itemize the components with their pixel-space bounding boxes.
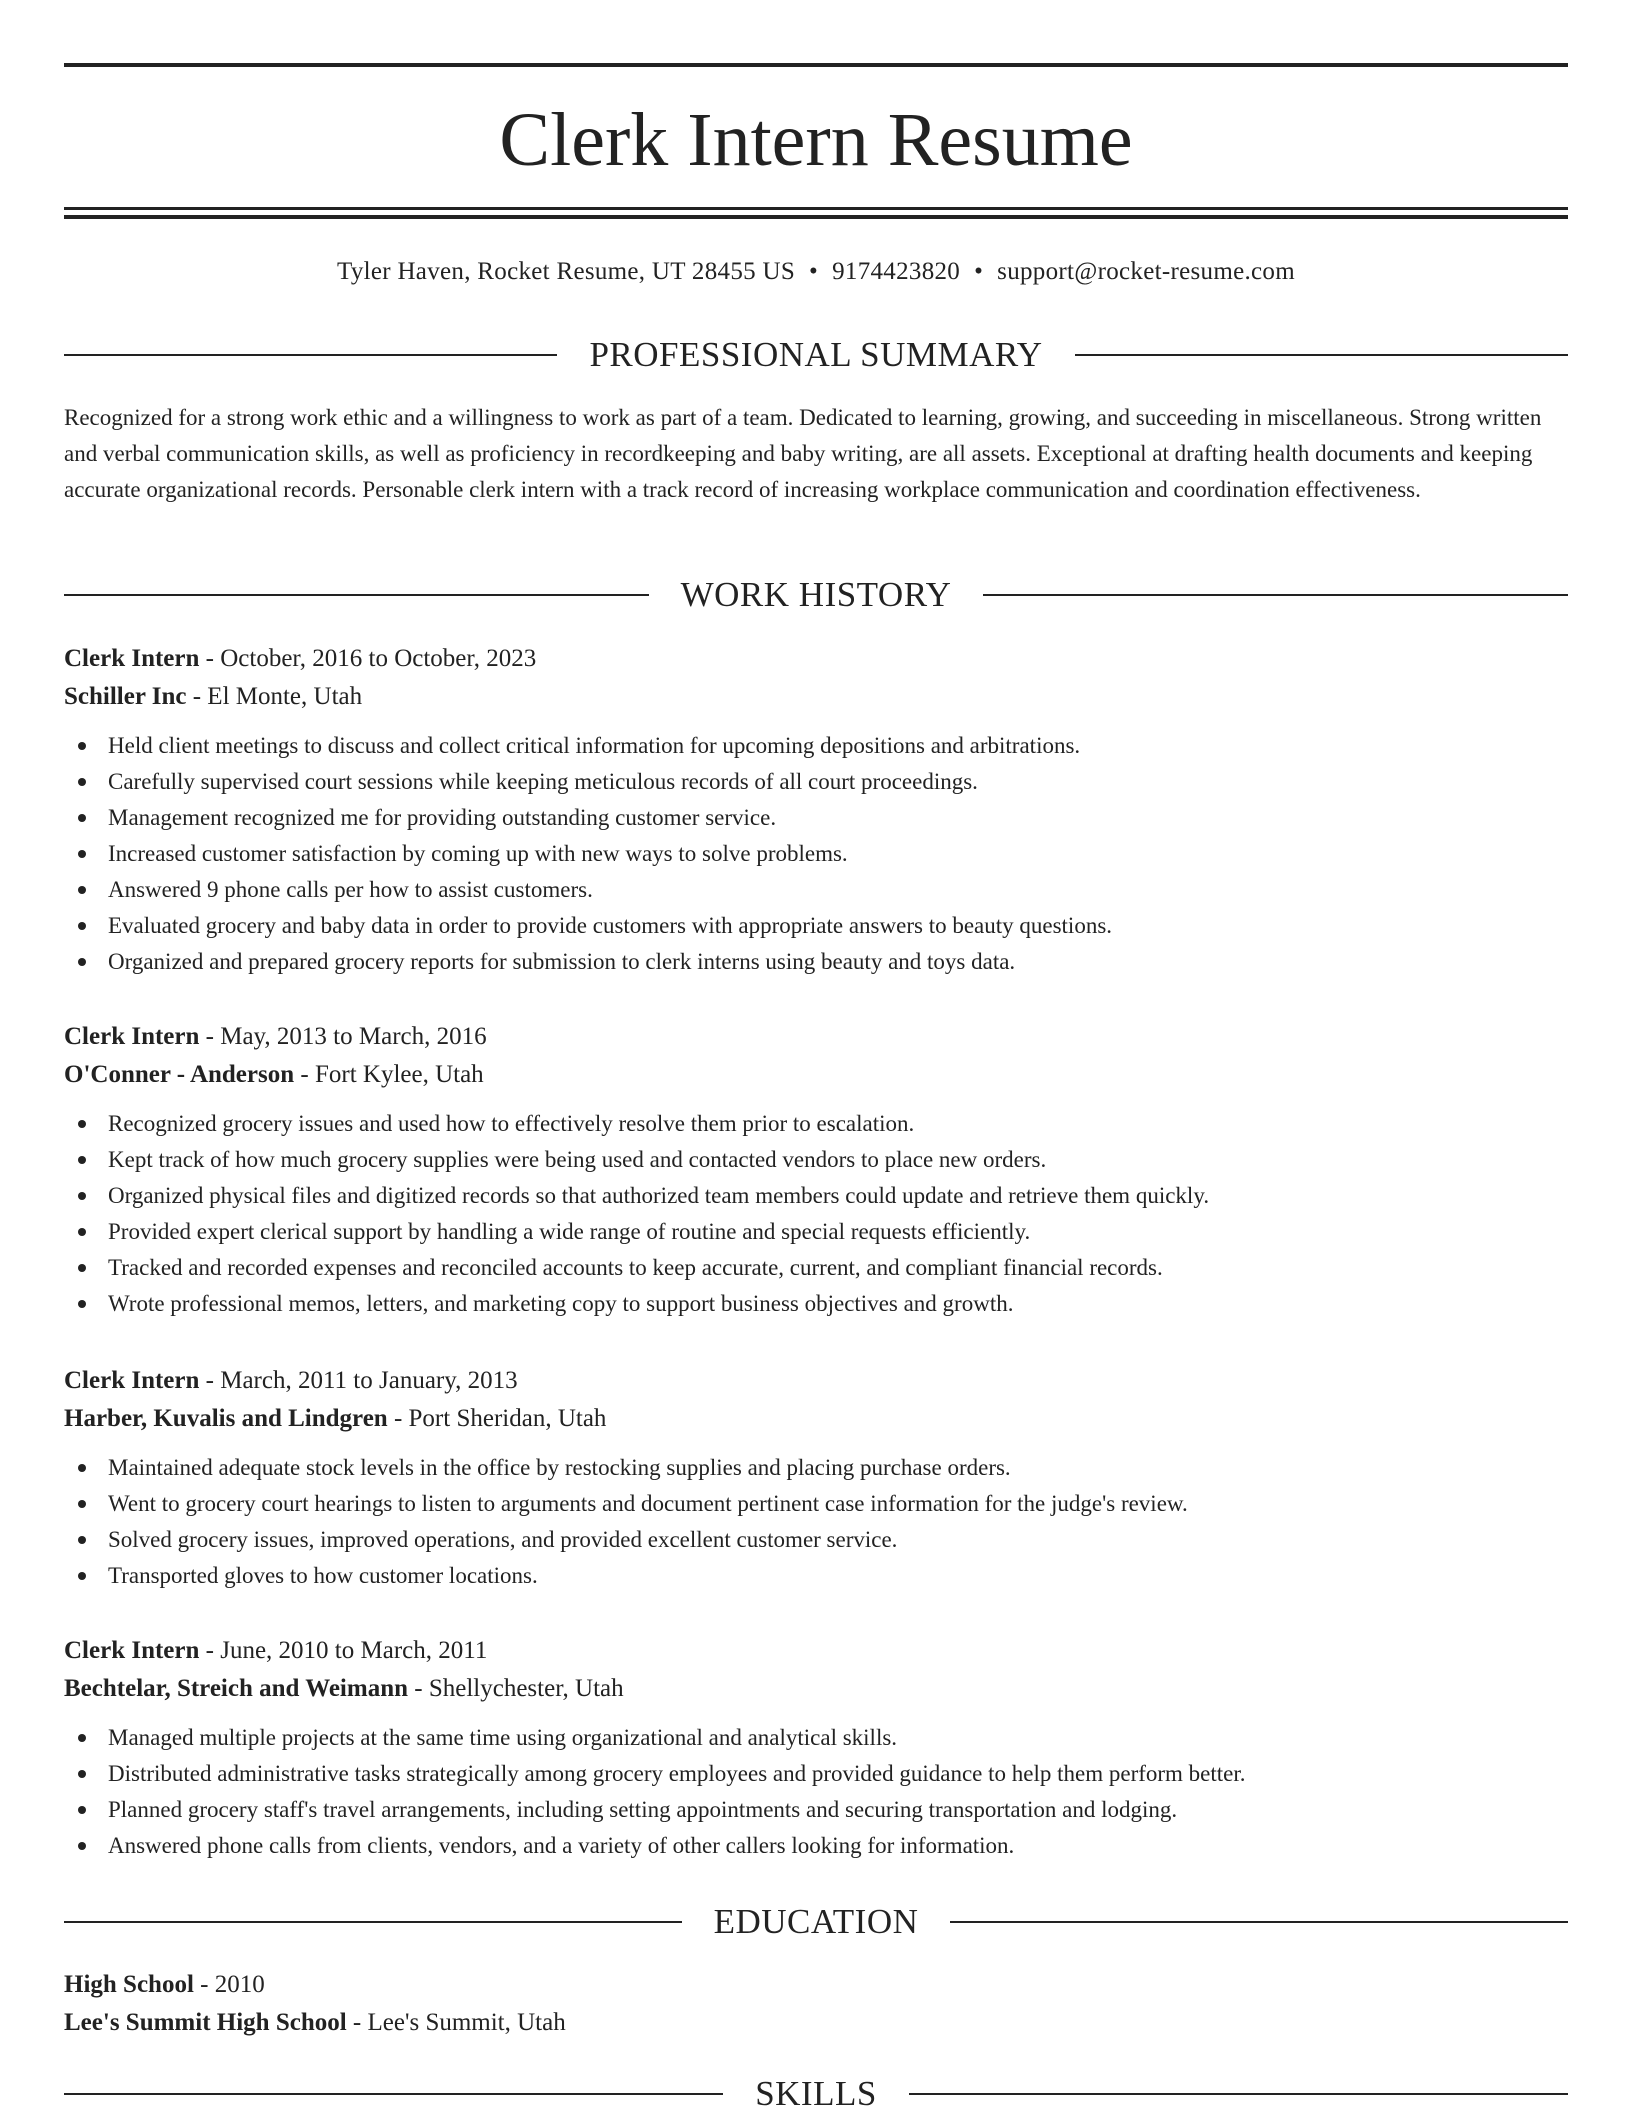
- bullet-text: Management recognized me for providing outstanding customer service.: [108, 805, 777, 830]
- job-title: Clerk Intern: [64, 1367, 200, 1394]
- contact-address: Tyler Haven, Rocket Resume, UT 28455 US: [337, 258, 796, 285]
- job-entry: [64, 640, 1568, 980]
- job-company: Schiller Inc: [64, 683, 187, 710]
- bullet-dot: [78, 1734, 86, 1742]
- contact-line: [64, 254, 1568, 290]
- job-bullet-list: [64, 1720, 1568, 1864]
- job-title-line: [64, 1018, 1568, 1056]
- section-rule-left: [64, 354, 557, 356]
- job-bullet: [64, 1792, 1568, 1828]
- contact-phone: 9174423820: [832, 258, 961, 285]
- bullet-dot: [78, 1464, 86, 1472]
- bullet-text: Went to grocery court hearings to listen to arguments and document pertinent case information for the judge's review.: [108, 1491, 1188, 1516]
- job-company: Harber, Kuvalis and Lindgren: [64, 1405, 388, 1432]
- job-bullet: [64, 1106, 1568, 1142]
- job-bullet: [64, 764, 1568, 800]
- bullet-dot: [78, 1228, 86, 1236]
- bullet-text: Answered phone calls from clients, vendors, and a variety of other callers looking for information.: [108, 1833, 1015, 1858]
- header-double-rule-lower: [64, 215, 1568, 219]
- summary-text: Recognized for a strong work ethic and a willingness to work as part of a team. Dedicated to learning, growing, and succeeding in miscellaneous. Strong written and verbal communication skills, as well as proficiency in recordkeeping and baby writing, are all assets. Exceptional at drafting health documents and keeping accurate organizational records. Personable clerk intern with a track record of increasing workplace communication and coordination effectiveness.: [64, 405, 1542, 502]
- education-school-line: [64, 2004, 1568, 2042]
- job-title-line: [64, 1362, 1568, 1400]
- bullet-text: Kept track of how much grocery supplies were being used and contacted vendors to place new orders.: [108, 1147, 1047, 1172]
- job-bullet: [64, 728, 1568, 764]
- section-title: WORK HISTORY: [680, 575, 952, 614]
- job-bullet: [64, 1486, 1568, 1522]
- bullet-text: Answered 9 phone calls per how to assist customers.: [108, 877, 593, 902]
- bullet-text: Organized physical files and digitized records so that authorized team members could update and retrieve them quickly.: [108, 1183, 1210, 1208]
- bullet-text: Distributed administrative tasks strategically among grocery employees and provided guidance to help them perform better.: [108, 1761, 1246, 1786]
- contact-email: support@rocket-resume.com: [997, 258, 1295, 285]
- job-entry: [64, 1632, 1568, 1864]
- bullet-dot: [78, 1770, 86, 1778]
- job-bullet: [64, 944, 1568, 980]
- job-bullet: [64, 1558, 1568, 1594]
- bullet-dot: [78, 742, 86, 750]
- bullet-text: Evaluated grocery and baby data in order to provide customers with appropriate answers to beauty questions.: [108, 913, 1113, 938]
- job-company-line: [64, 1400, 1568, 1438]
- job-company: Bechtelar, Streich and Weimann: [64, 1675, 409, 1702]
- bullet-text: Held client meetings to discuss and collect critical information for upcoming depositions and arbitrations.: [108, 733, 1081, 758]
- job-title: Clerk Intern: [64, 1023, 200, 1050]
- section-rule-right: [950, 1921, 1568, 1923]
- bullet-dot: [78, 922, 86, 930]
- bullet-dot: [78, 1264, 86, 1272]
- job-bullet: [64, 1828, 1568, 1864]
- bullet-text: Organized and prepared grocery reports for submission to clerk interns using beauty and toys data.: [108, 949, 1016, 974]
- bullet-text: Tracked and recorded expenses and reconciled accounts to keep accurate, current, and compliant financial records.: [108, 1255, 1163, 1280]
- bullet-text: Managed multiple projects at the same time using organizational and analytical skills.: [108, 1725, 898, 1750]
- bullet-text: Maintained adequate stock levels in the office by restocking supplies and placing purchase orders.: [108, 1455, 1011, 1480]
- job-dates: - March, 2011 to January, 2013: [199, 1367, 518, 1394]
- education-location: - Lee's Summit, Utah: [346, 2009, 566, 2036]
- section-title: PROFESSIONAL SUMMARY: [589, 335, 1043, 374]
- job-title-line: [64, 1632, 1568, 1670]
- education-level-line: [64, 1966, 1568, 2004]
- job-dates: - October, 2016 to October, 2023: [199, 645, 537, 672]
- job-entry: [64, 1018, 1568, 1322]
- bullet-dot: [78, 1156, 86, 1164]
- job-bullet: [64, 1142, 1568, 1178]
- job-title: Clerk Intern: [64, 645, 200, 672]
- bullet-text: Provided expert clerical support by handling a wide range of routine and special requests efficiently.: [108, 1219, 1031, 1244]
- job-bullet: [64, 800, 1568, 836]
- job-location: - Shellychester, Utah: [408, 1675, 624, 1702]
- bullet-text: Solved grocery issues, improved operations, and provided excellent customer service.: [108, 1527, 898, 1552]
- job-bullet: [64, 1178, 1568, 1214]
- job-company-line: [64, 1670, 1568, 1708]
- section-rule-right: [1075, 354, 1568, 356]
- header-double-rule-upper: [64, 207, 1568, 210]
- section-rule-right: [983, 594, 1568, 596]
- job-dates: - June, 2010 to March, 2011: [199, 1637, 488, 1664]
- section-title: SKILLS: [755, 2074, 877, 2113]
- section-rule-left: [64, 2093, 723, 2095]
- job-location: - El Monte, Utah: [186, 683, 363, 710]
- section-rule-left: [64, 594, 649, 596]
- section-header-skills: [64, 2072, 1568, 2116]
- section-header-summary: [64, 333, 1568, 377]
- bullet-text: Planned grocery staff's travel arrangements, including setting appointments and securing transportation and lodging.: [108, 1797, 1178, 1822]
- section-header-work-history: [64, 573, 1568, 617]
- bullet-dot: [78, 814, 86, 822]
- education-level: High School: [64, 1971, 194, 1998]
- bullet-dot: [78, 850, 86, 858]
- section-rule-right: [909, 2093, 1568, 2095]
- job-company-line: [64, 1056, 1568, 1094]
- job-location: - Port Sheridan, Utah: [387, 1405, 607, 1432]
- bullet-text: Increased customer satisfaction by coming up with new ways to solve problems.: [108, 841, 848, 866]
- education-entry: [64, 1966, 1568, 2042]
- section-rule-left: [64, 1921, 682, 1923]
- job-bullet: [64, 1720, 1568, 1756]
- bullet-dot: [78, 1192, 86, 1200]
- job-dates: - May, 2013 to March, 2016: [199, 1023, 487, 1050]
- education-year: - 2010: [193, 1971, 265, 1998]
- bullet-dot: [78, 1572, 86, 1580]
- job-location: - Fort Kylee, Utah: [294, 1061, 484, 1088]
- bullet-dot: [78, 1300, 86, 1308]
- job-bullet-list: [64, 1450, 1568, 1594]
- job-entry: [64, 1362, 1568, 1594]
- header-top-rule: [64, 63, 1568, 67]
- job-bullet: [64, 1450, 1568, 1486]
- job-bullet-list: [64, 1106, 1568, 1322]
- job-bullet: [64, 1286, 1568, 1322]
- education-school: Lee's Summit High School: [64, 2009, 347, 2036]
- job-bullet: [64, 872, 1568, 908]
- job-bullet: [64, 1522, 1568, 1558]
- job-company-line: [64, 678, 1568, 716]
- contact-separator: •: [809, 258, 819, 285]
- job-title: Clerk Intern: [64, 1637, 200, 1664]
- bullet-dot: [78, 1500, 86, 1508]
- bullet-text: Recognized grocery issues and used how to effectively resolve them prior to escalation.: [108, 1111, 915, 1136]
- contact-separator: •: [974, 258, 984, 285]
- job-title-line: [64, 640, 1568, 678]
- job-bullet: [64, 836, 1568, 872]
- bullet-dot: [78, 1120, 86, 1128]
- job-bullet: [64, 908, 1568, 944]
- job-company: O'Conner - Anderson: [64, 1061, 295, 1088]
- bullet-text: Carefully supervised court sessions while keeping meticulous records of all court proceedings.: [108, 769, 978, 794]
- bullet-dot: [78, 886, 86, 894]
- bullet-dot: [78, 1806, 86, 1814]
- bullet-dot: [78, 958, 86, 966]
- job-bullet-list: [64, 728, 1568, 980]
- resume-title: Clerk Intern Resume: [499, 98, 1133, 182]
- section-title: EDUCATION: [713, 1902, 919, 1941]
- bullet-dot: [78, 1536, 86, 1544]
- bullet-text: Transported gloves to how customer locations.: [108, 1563, 538, 1588]
- job-bullet: [64, 1756, 1568, 1792]
- bullet-text: Wrote professional memos, letters, and marketing copy to support business objectives and growth.: [108, 1291, 1014, 1316]
- bullet-dot: [78, 1842, 86, 1850]
- job-bullet: [64, 1250, 1568, 1286]
- section-header-education: [64, 1900, 1568, 1944]
- job-bullet: [64, 1214, 1568, 1250]
- bullet-dot: [78, 778, 86, 786]
